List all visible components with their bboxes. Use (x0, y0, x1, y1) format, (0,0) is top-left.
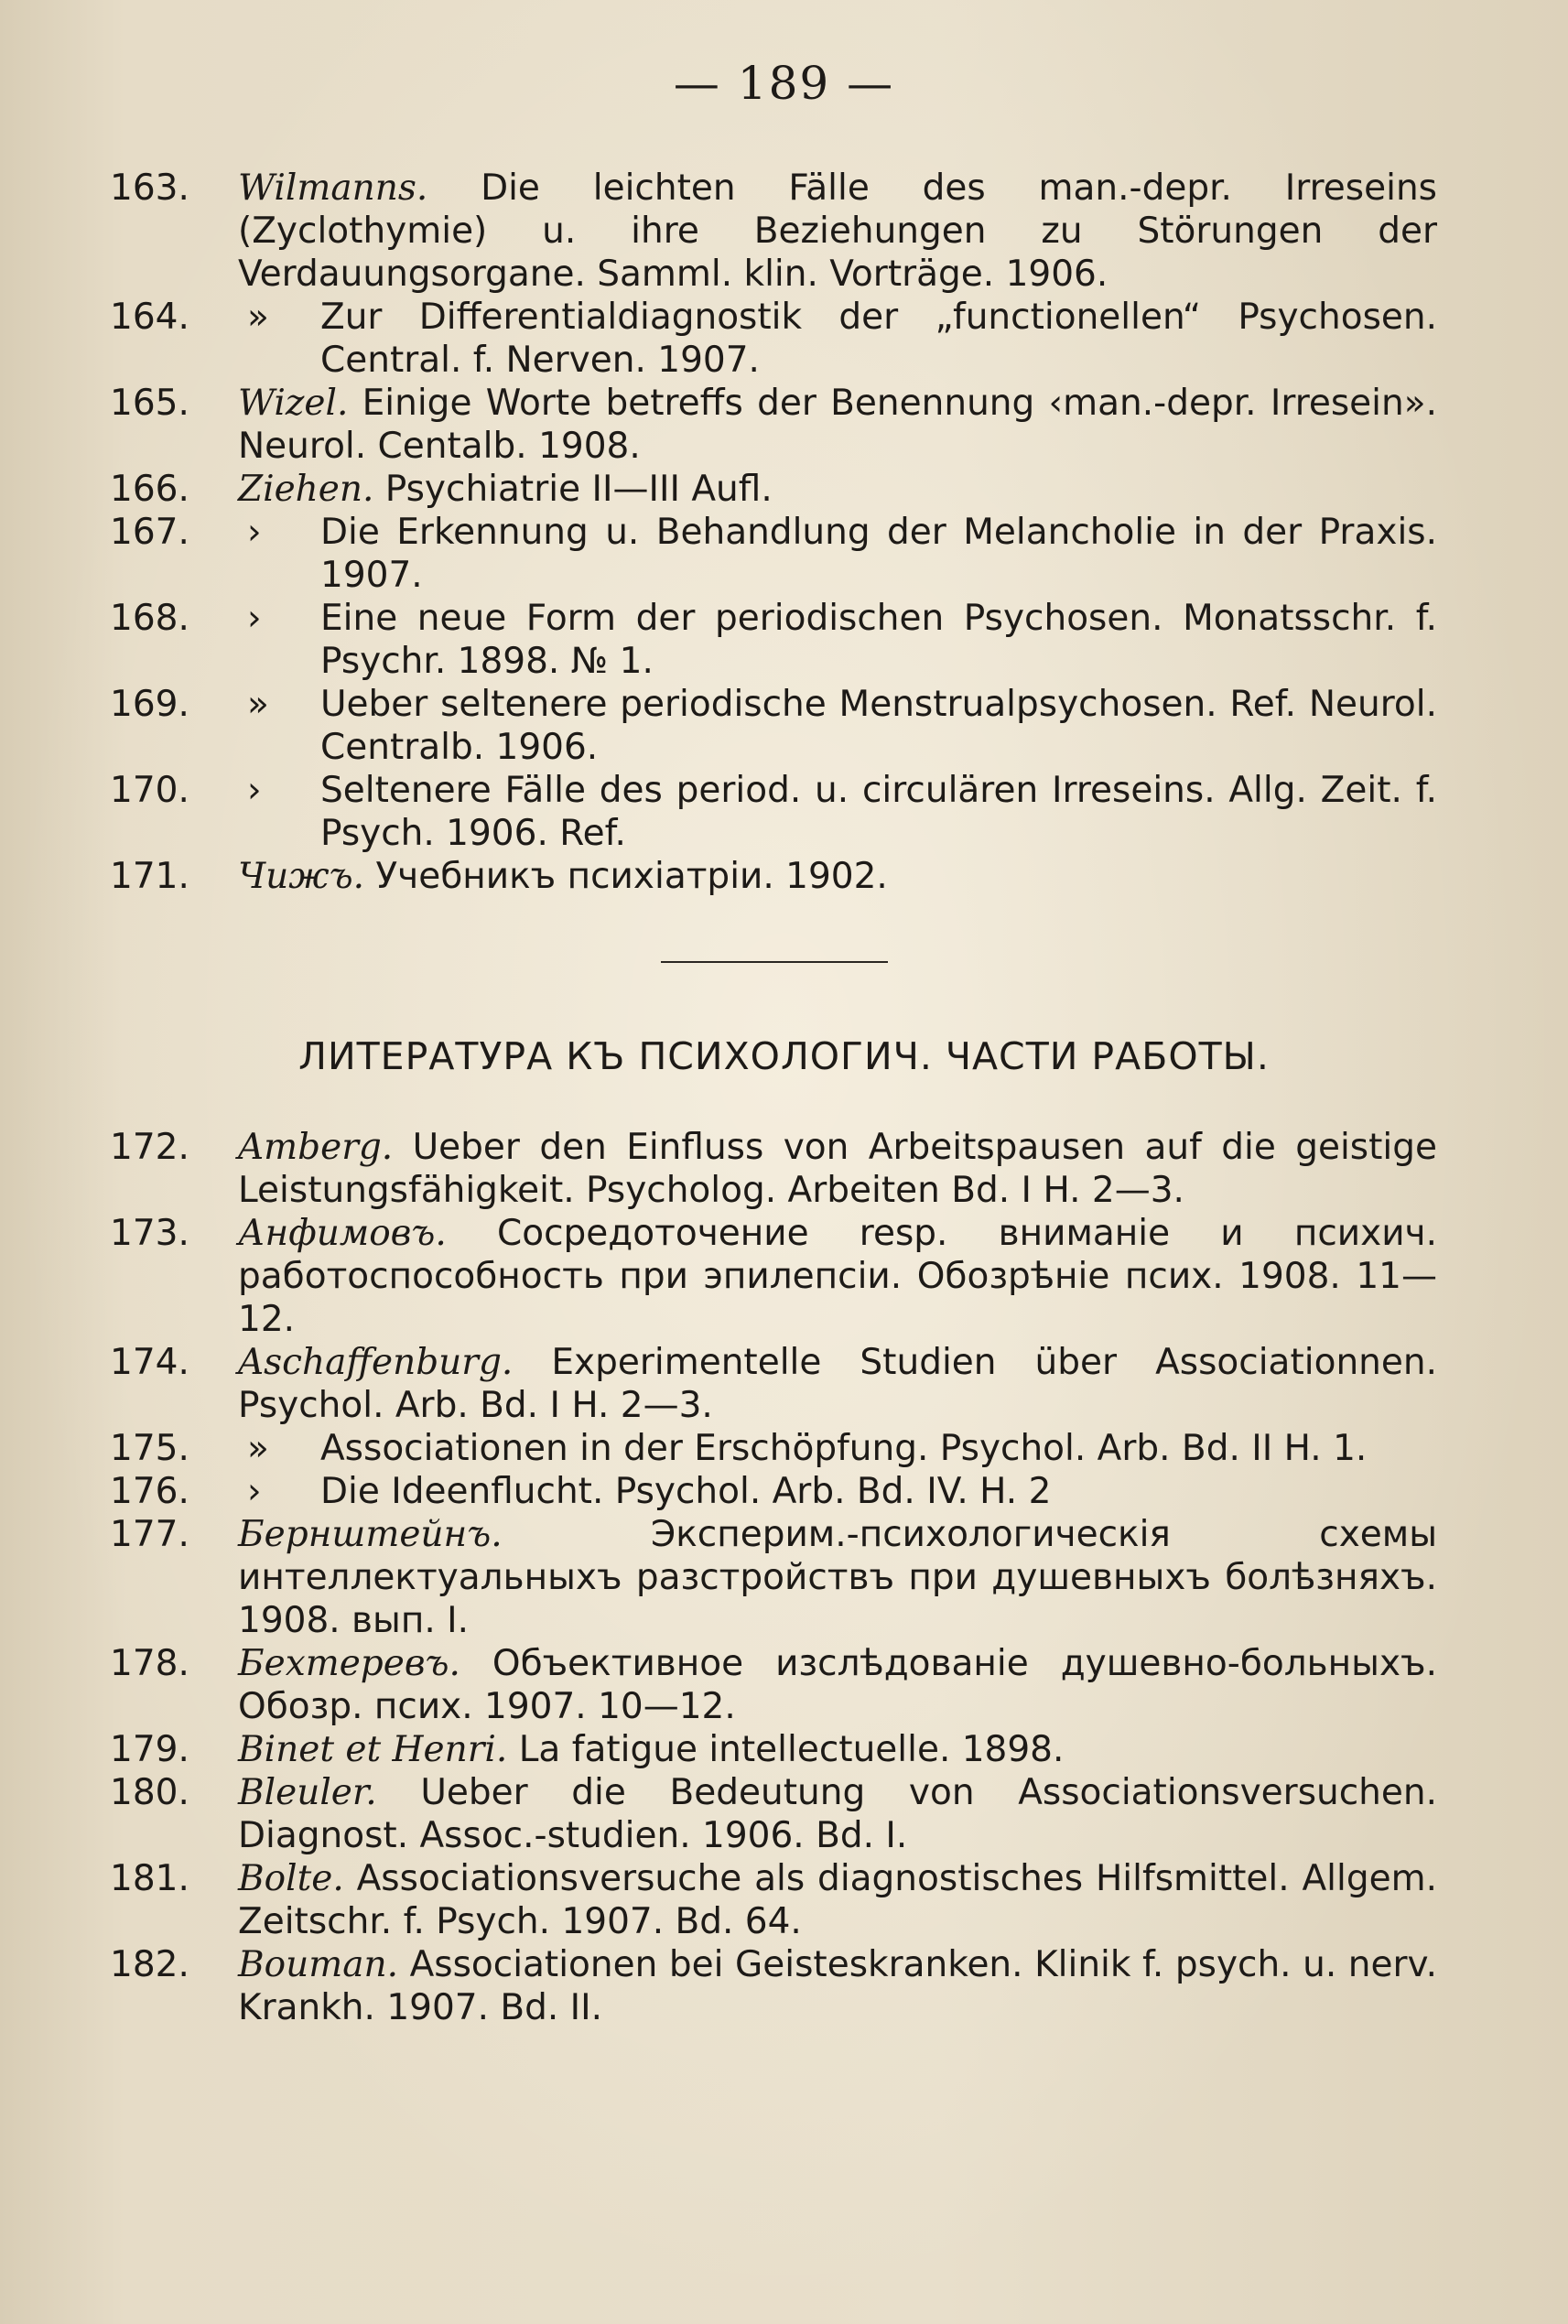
entry-citation: Associationen in der Erschöpfung. Psychol. Arb. Bd. II H. 1. (320, 1428, 1368, 1469)
entry-text (238, 1857, 1437, 1943)
entry-number: 175. (110, 1428, 189, 1469)
entry-number: 177. (110, 1514, 189, 1555)
entry-author: Bouman. (238, 1944, 399, 1985)
entry-text (238, 382, 1437, 468)
entry-author: Aschaffenburg. (238, 1342, 514, 1383)
entry-text (320, 296, 1437, 382)
entry-author: Wilmanns. (238, 168, 428, 209)
page-number: — 189 — (673, 57, 895, 110)
bibliography-entry (110, 1771, 1437, 1857)
bibliography-entry (110, 1341, 1437, 1427)
entry-citation: Учебникъ психіатріи. 1902. (375, 856, 888, 897)
bibliography-entry (110, 1126, 1437, 1212)
entry-citation: Seltenere Fälle des period. u. circulären Irreseins. Allg. Zeit. f. Psych. 1906. Ref. (320, 770, 1437, 854)
bibliography-entry (110, 683, 1437, 769)
entry-text (320, 511, 1437, 597)
entry-number: 174. (110, 1342, 189, 1383)
entry-citation: Ueber seltenere periodische Menstrualpsychosen. Ref. Neurol. Centralb. 1906. (320, 684, 1437, 768)
entry-text (320, 683, 1437, 769)
bibliography-entry (110, 1212, 1437, 1341)
ditto-mark: › (247, 770, 262, 811)
entry-text (320, 1427, 1437, 1470)
ditto-mark: » (247, 684, 269, 725)
entry-number: 167. (110, 512, 189, 553)
entry-author: Чижъ. (238, 856, 364, 897)
ditto-mark: › (247, 512, 262, 553)
bibliography-entry (110, 769, 1437, 855)
entry-number: 180. (110, 1772, 189, 1813)
entry-number: 178. (110, 1643, 189, 1684)
entry-citation: Associationen bei Geisteskranken. Klinik f. psych. u. nerv. Krankh. 1907. Bd. II. (238, 1944, 1437, 2028)
entry-citation: La fatigue intellectuelle. 1898. (518, 1729, 1065, 1770)
bibliography-entry (110, 1427, 1437, 1470)
entry-citation: Einige Worte betreffs der Benennung ‹man.-depr. Irresein». Neurol. Centalb. 1908. (238, 383, 1437, 467)
bibliography-list-top (110, 167, 1437, 898)
entry-text (238, 1126, 1437, 1212)
bibliography-entry (110, 855, 1437, 898)
entry-author: Бехтеревъ. (238, 1643, 460, 1684)
entry-number: 171. (110, 856, 189, 897)
entry-citation: Die Ideenflucht. Psychol. Arb. Bd. IV. H. 2 (320, 1471, 1052, 1512)
entry-citation: Zur Differentialdiagnostik der „functionellen“ Psychosen. Central. f. Nerven. 1907. (320, 297, 1437, 381)
entry-number: 168. (110, 598, 189, 639)
ditto-mark: › (247, 1471, 262, 1512)
entry-author: Amberg. (238, 1127, 394, 1168)
bibliography-entry (110, 1642, 1437, 1728)
entry-text (238, 1642, 1437, 1728)
ditto-mark: › (247, 598, 262, 639)
entry-citation: Объективное изслѣдованіе душевно-больныхъ. Обозр. псих. 1907. 10—12. (238, 1643, 1437, 1727)
section-divider (661, 961, 888, 963)
entry-citation: Eine neue Form der periodischen Psychosen. Monatsschr. f. Psychr. 1898. № 1. (320, 598, 1437, 682)
entry-number: 182. (110, 1944, 189, 1985)
bibliography-entry (110, 382, 1437, 468)
entry-text (320, 1470, 1437, 1513)
entry-number: 170. (110, 770, 189, 811)
section-title: ЛИТЕРАТУРА КЪ ПСИХОЛОГИЧ. ЧАСТИ РАБОТЫ. (298, 1034, 1270, 1078)
entry-citation: Сосредоточение resp. вниманіе и психич. работоспособность при эпилепсіи. Обозрѣніе псих. 1908. 11—12. (238, 1213, 1437, 1340)
entry-author: Бернштейнъ. (238, 1514, 503, 1555)
entry-number: 181. (110, 1858, 189, 1899)
bibliography-entry (110, 167, 1437, 296)
entry-text (238, 1212, 1437, 1341)
entry-citation: Psychiatrie II—III Aufl. (384, 469, 773, 510)
entry-author: Wizel. (238, 383, 349, 424)
bibliography-entry (110, 1943, 1437, 2029)
entry-number: 164. (110, 297, 189, 338)
ditto-mark: » (247, 297, 269, 338)
entry-number: 172. (110, 1127, 189, 1168)
entry-text (238, 1341, 1437, 1427)
entry-text (320, 597, 1437, 683)
bibliography-entry (110, 296, 1437, 382)
entry-text (238, 468, 1437, 511)
bibliography-entry (110, 511, 1437, 597)
entry-author: Bolte. (238, 1858, 344, 1899)
bibliography-entry (110, 1513, 1437, 1642)
bibliography-list-bottom (110, 1126, 1437, 2029)
bibliography-entry (110, 468, 1437, 511)
entry-citation: Die Erkennung u. Behandlung der Melancholie in der Praxis. 1907. (320, 512, 1437, 596)
bibliography-entry (110, 1470, 1437, 1513)
entry-citation: Associationsversuche als diagnostisches Hilfsmittel. Allgem. Zeitschr. f. Psych. 1907. Bd. 64. (238, 1858, 1437, 1942)
entry-number: 165. (110, 383, 189, 424)
entry-number: 163. (110, 168, 189, 209)
entry-text (238, 1943, 1437, 2029)
entry-text (238, 167, 1437, 296)
bibliography-entry (110, 1728, 1437, 1771)
ditto-mark: » (247, 1428, 269, 1469)
entry-citation: Ueber die Bedeutung von Associationsversuchen. Diagnost. Assoc.-studien. 1906. Bd. I. (238, 1772, 1437, 1856)
entry-number: 166. (110, 469, 189, 510)
entry-text (238, 855, 1437, 898)
entry-text (238, 1771, 1437, 1857)
bibliography-entry (110, 1857, 1437, 1943)
entry-citation: Эксперим.-психологическія схемы интеллектуальныхъ разстройствъ при душевныхъ болѣзняхъ. 1908. вып. I. (238, 1514, 1437, 1641)
entry-author: Binet et Henri. (238, 1729, 508, 1770)
entry-number: 169. (110, 684, 189, 725)
entry-citation: Die leichten Fälle des man.-depr. Irreseins (Zyclothymie) u. ihre Beziehungen zu Störungen der Verdauungsorgane. Samml. klin. Vorträge. 1906. (238, 168, 1437, 295)
entry-author: Ziehen. (238, 469, 374, 510)
entry-text (238, 1513, 1437, 1642)
bibliography-entry (110, 597, 1437, 683)
entry-author: Bleuler. (238, 1772, 377, 1813)
entry-author: Анфимовъ. (238, 1213, 447, 1254)
entry-number: 176. (110, 1471, 189, 1512)
entry-number: 173. (110, 1213, 189, 1254)
entry-text (320, 769, 1437, 855)
entry-number: 179. (110, 1729, 189, 1770)
entry-text (238, 1728, 1437, 1771)
entry-citation: Ueber den Einfluss von Arbeitspausen auf die geistige Leistungsfähigkeit. Psycholog. Arbeiten Bd. I H. 2—3. (238, 1127, 1437, 1211)
entry-citation: Experimentelle Studien über Associationnen. Psychol. Arb. Bd. I H. 2—3. (238, 1342, 1437, 1426)
